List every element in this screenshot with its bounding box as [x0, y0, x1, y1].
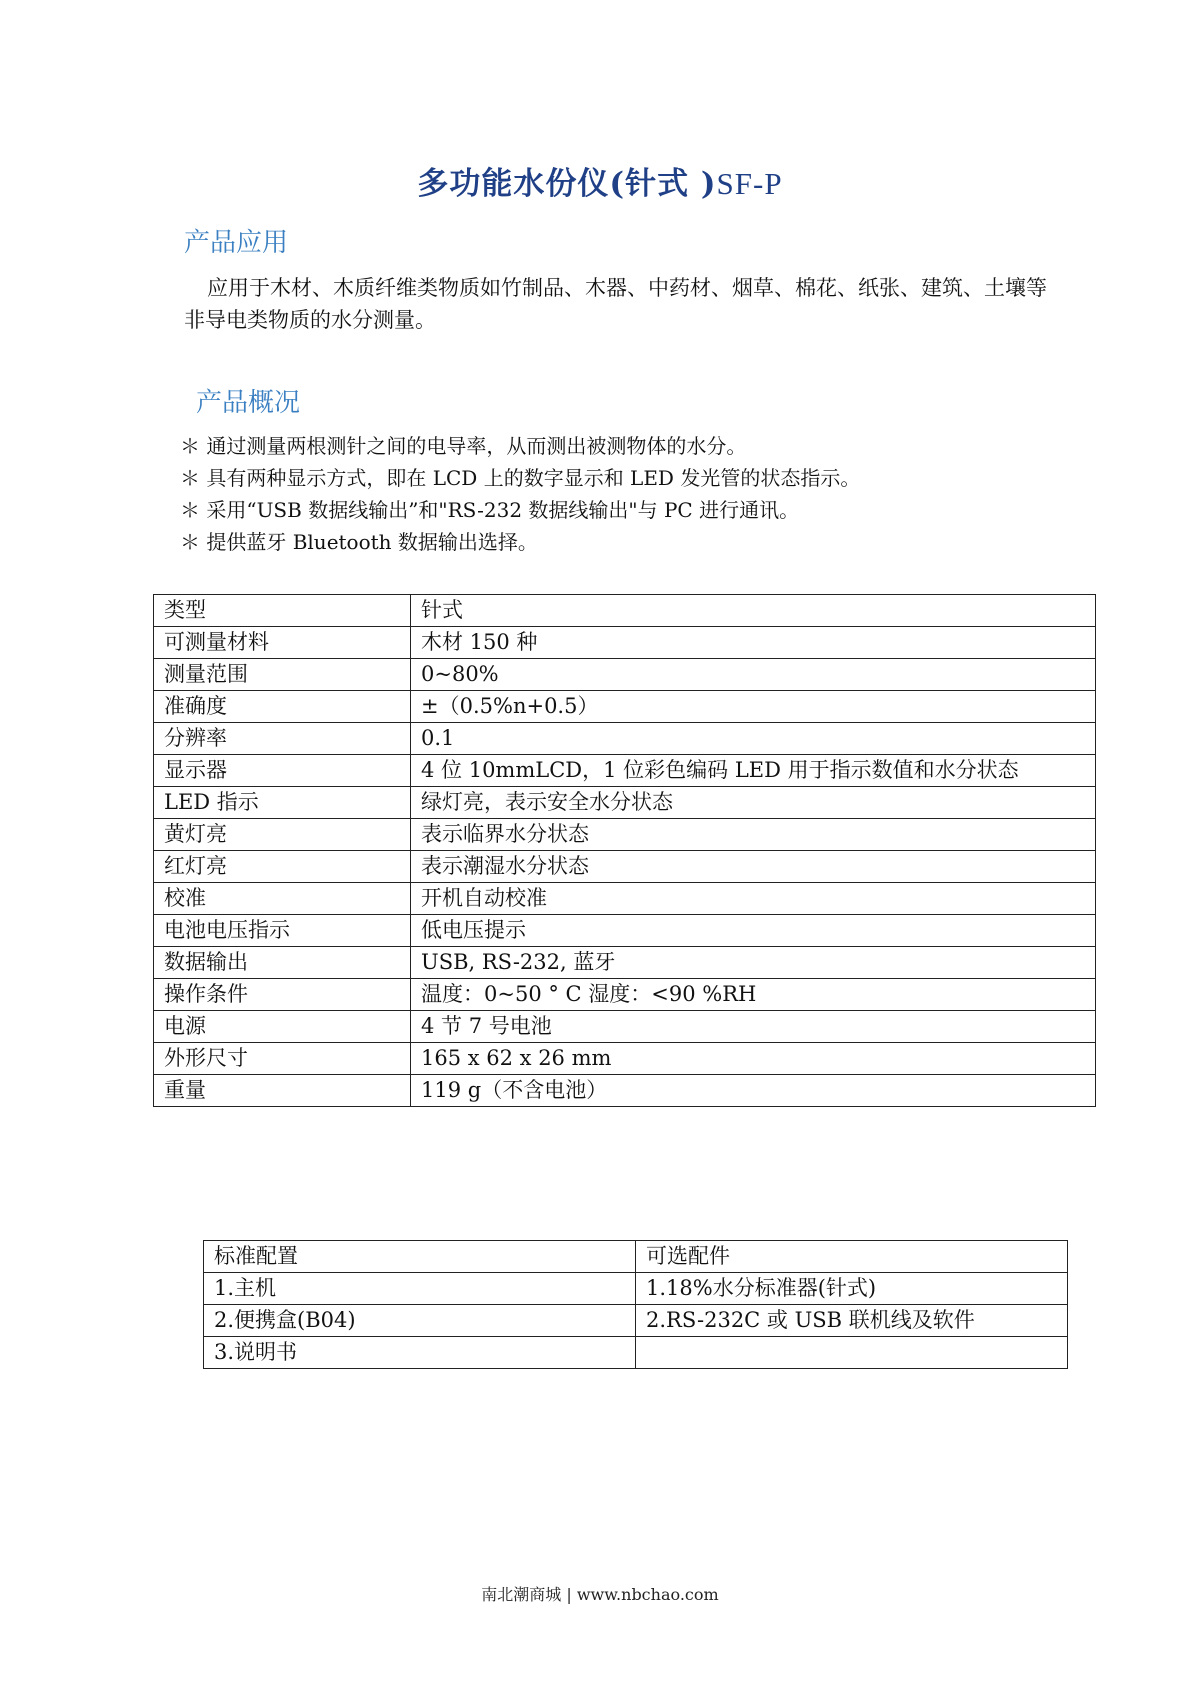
table-cell: 2.RS-232C 或 USB 联机线及软件 — [636, 1305, 1068, 1337]
table-row — [154, 691, 1096, 723]
section-heading-application: 产品应用 — [184, 228, 289, 258]
list-item: ＊ 具有两种显示方式，即在 LCD 上的数字显示和 LED 发光管的状态指示。 — [180, 466, 861, 490]
table-row — [154, 819, 1096, 851]
footer: 南北潮商城 | www.nbchao.com — [481, 1585, 719, 1604]
table-row — [154, 979, 1096, 1011]
spec-table — [153, 594, 1096, 1107]
spec-value-cell: 开机自动校准 — [411, 883, 1096, 915]
list-item: ＊ 采用“USB 数据线输出”和"RS-232 数据线输出"与 PC 进行通讯。 — [180, 498, 800, 522]
spec-key-cell: 校准 — [154, 883, 411, 915]
spec-value-cell: 表示临界水分状态 — [411, 819, 1096, 851]
spec-key-cell: 准确度 — [154, 691, 411, 723]
spec-key-cell: 类型 — [154, 595, 411, 627]
table-row — [154, 659, 1096, 691]
table-row — [154, 1043, 1096, 1075]
spec-value-cell: 4 位 10mmLCD，1 位彩色编码 LED 用于指示数值和水分状态 — [411, 755, 1096, 787]
spec-key-cell: 可测量材料 — [154, 627, 411, 659]
application-paragraph: 应用于木材、木质纤维类物质如竹制品、木器、中药材、烟草、棉花、纸张、建筑、土壤等非导电类物质的水分测量。 — [184, 276, 1047, 332]
table-row — [154, 787, 1096, 819]
spec-key-cell: LED 指示 — [154, 787, 411, 819]
page-title — [0, 158, 1200, 203]
table-row — [154, 723, 1096, 755]
accessories-table — [203, 1240, 1068, 1369]
spec-key-cell: 电池电压指示 — [154, 915, 411, 947]
spec-value-cell: 4 节 7 号电池 — [411, 1011, 1096, 1043]
table-cell: 3.说明书 — [204, 1337, 636, 1369]
table-row — [154, 851, 1096, 883]
table-cell: 2.便携盒(B04) — [204, 1305, 636, 1337]
spec-key-cell: 电源 — [154, 1011, 411, 1043]
spec-value-cell: 119 g（不含电池） — [411, 1075, 1096, 1107]
spec-value-cell: 温度：0~50 ° C 湿度：<90 %RH — [411, 979, 1096, 1011]
spec-key-cell: 外形尺寸 — [154, 1043, 411, 1075]
table-header-row — [204, 1241, 1068, 1273]
spec-key-cell: 黄灯亮 — [154, 819, 411, 851]
spec-key-cell: 重量 — [154, 1075, 411, 1107]
table-row — [154, 755, 1096, 787]
table-row — [154, 1011, 1096, 1043]
spec-value-cell: ±（0.5%n+0.5） — [411, 691, 1096, 723]
table-row — [204, 1337, 1068, 1369]
overview-bullet-list — [180, 430, 860, 558]
title-main: 多功能水份仪(针式 ) — [417, 166, 717, 202]
column-header: 可选配件 — [636, 1241, 1068, 1273]
column-header: 标准配置 — [204, 1241, 636, 1273]
spec-value-cell: 低电压提示 — [411, 915, 1096, 947]
spec-key-cell: 数据输出 — [154, 947, 411, 979]
table-row — [154, 947, 1096, 979]
spec-value-cell: 0~80% — [411, 659, 1096, 691]
table-row — [154, 1075, 1096, 1107]
table-cell — [636, 1337, 1068, 1369]
list-item: ＊ 通过测量两根测针之间的电导率，从而测出被测物体的水分。 — [180, 434, 747, 458]
table-cell: 1.18%水分标准器(针式) — [636, 1273, 1068, 1305]
spec-value-cell: 表示潮湿水分状态 — [411, 851, 1096, 883]
spec-value-cell: 木材 150 种 — [411, 627, 1096, 659]
spec-key-cell: 红灯亮 — [154, 851, 411, 883]
spec-key-cell: 显示器 — [154, 755, 411, 787]
spec-value-cell: 165 x 62 x 26 mm — [411, 1043, 1096, 1075]
table-cell: 1.主机 — [204, 1273, 636, 1305]
table-row — [154, 883, 1096, 915]
title-model: SF-P — [716, 166, 783, 201]
table-row — [154, 595, 1096, 627]
spec-key-cell: 分辨率 — [154, 723, 411, 755]
list-item: ＊ 提供蓝牙 Bluetooth 数据输出选择。 — [180, 530, 538, 554]
spec-key-cell: 操作条件 — [154, 979, 411, 1011]
spec-value-cell: USB, RS-232, 蓝牙 — [411, 947, 1096, 979]
table-row — [154, 915, 1096, 947]
table-row — [204, 1305, 1068, 1337]
spec-value-cell: 绿灯亮，表示安全水分状态 — [411, 787, 1096, 819]
table-row — [154, 627, 1096, 659]
spec-value-cell: 0.1 — [411, 723, 1096, 755]
spec-value-cell: 针式 — [411, 595, 1096, 627]
table-row — [204, 1273, 1068, 1305]
spec-key-cell: 测量范围 — [154, 659, 411, 691]
section-heading-overview: 产品概况 — [196, 388, 301, 418]
